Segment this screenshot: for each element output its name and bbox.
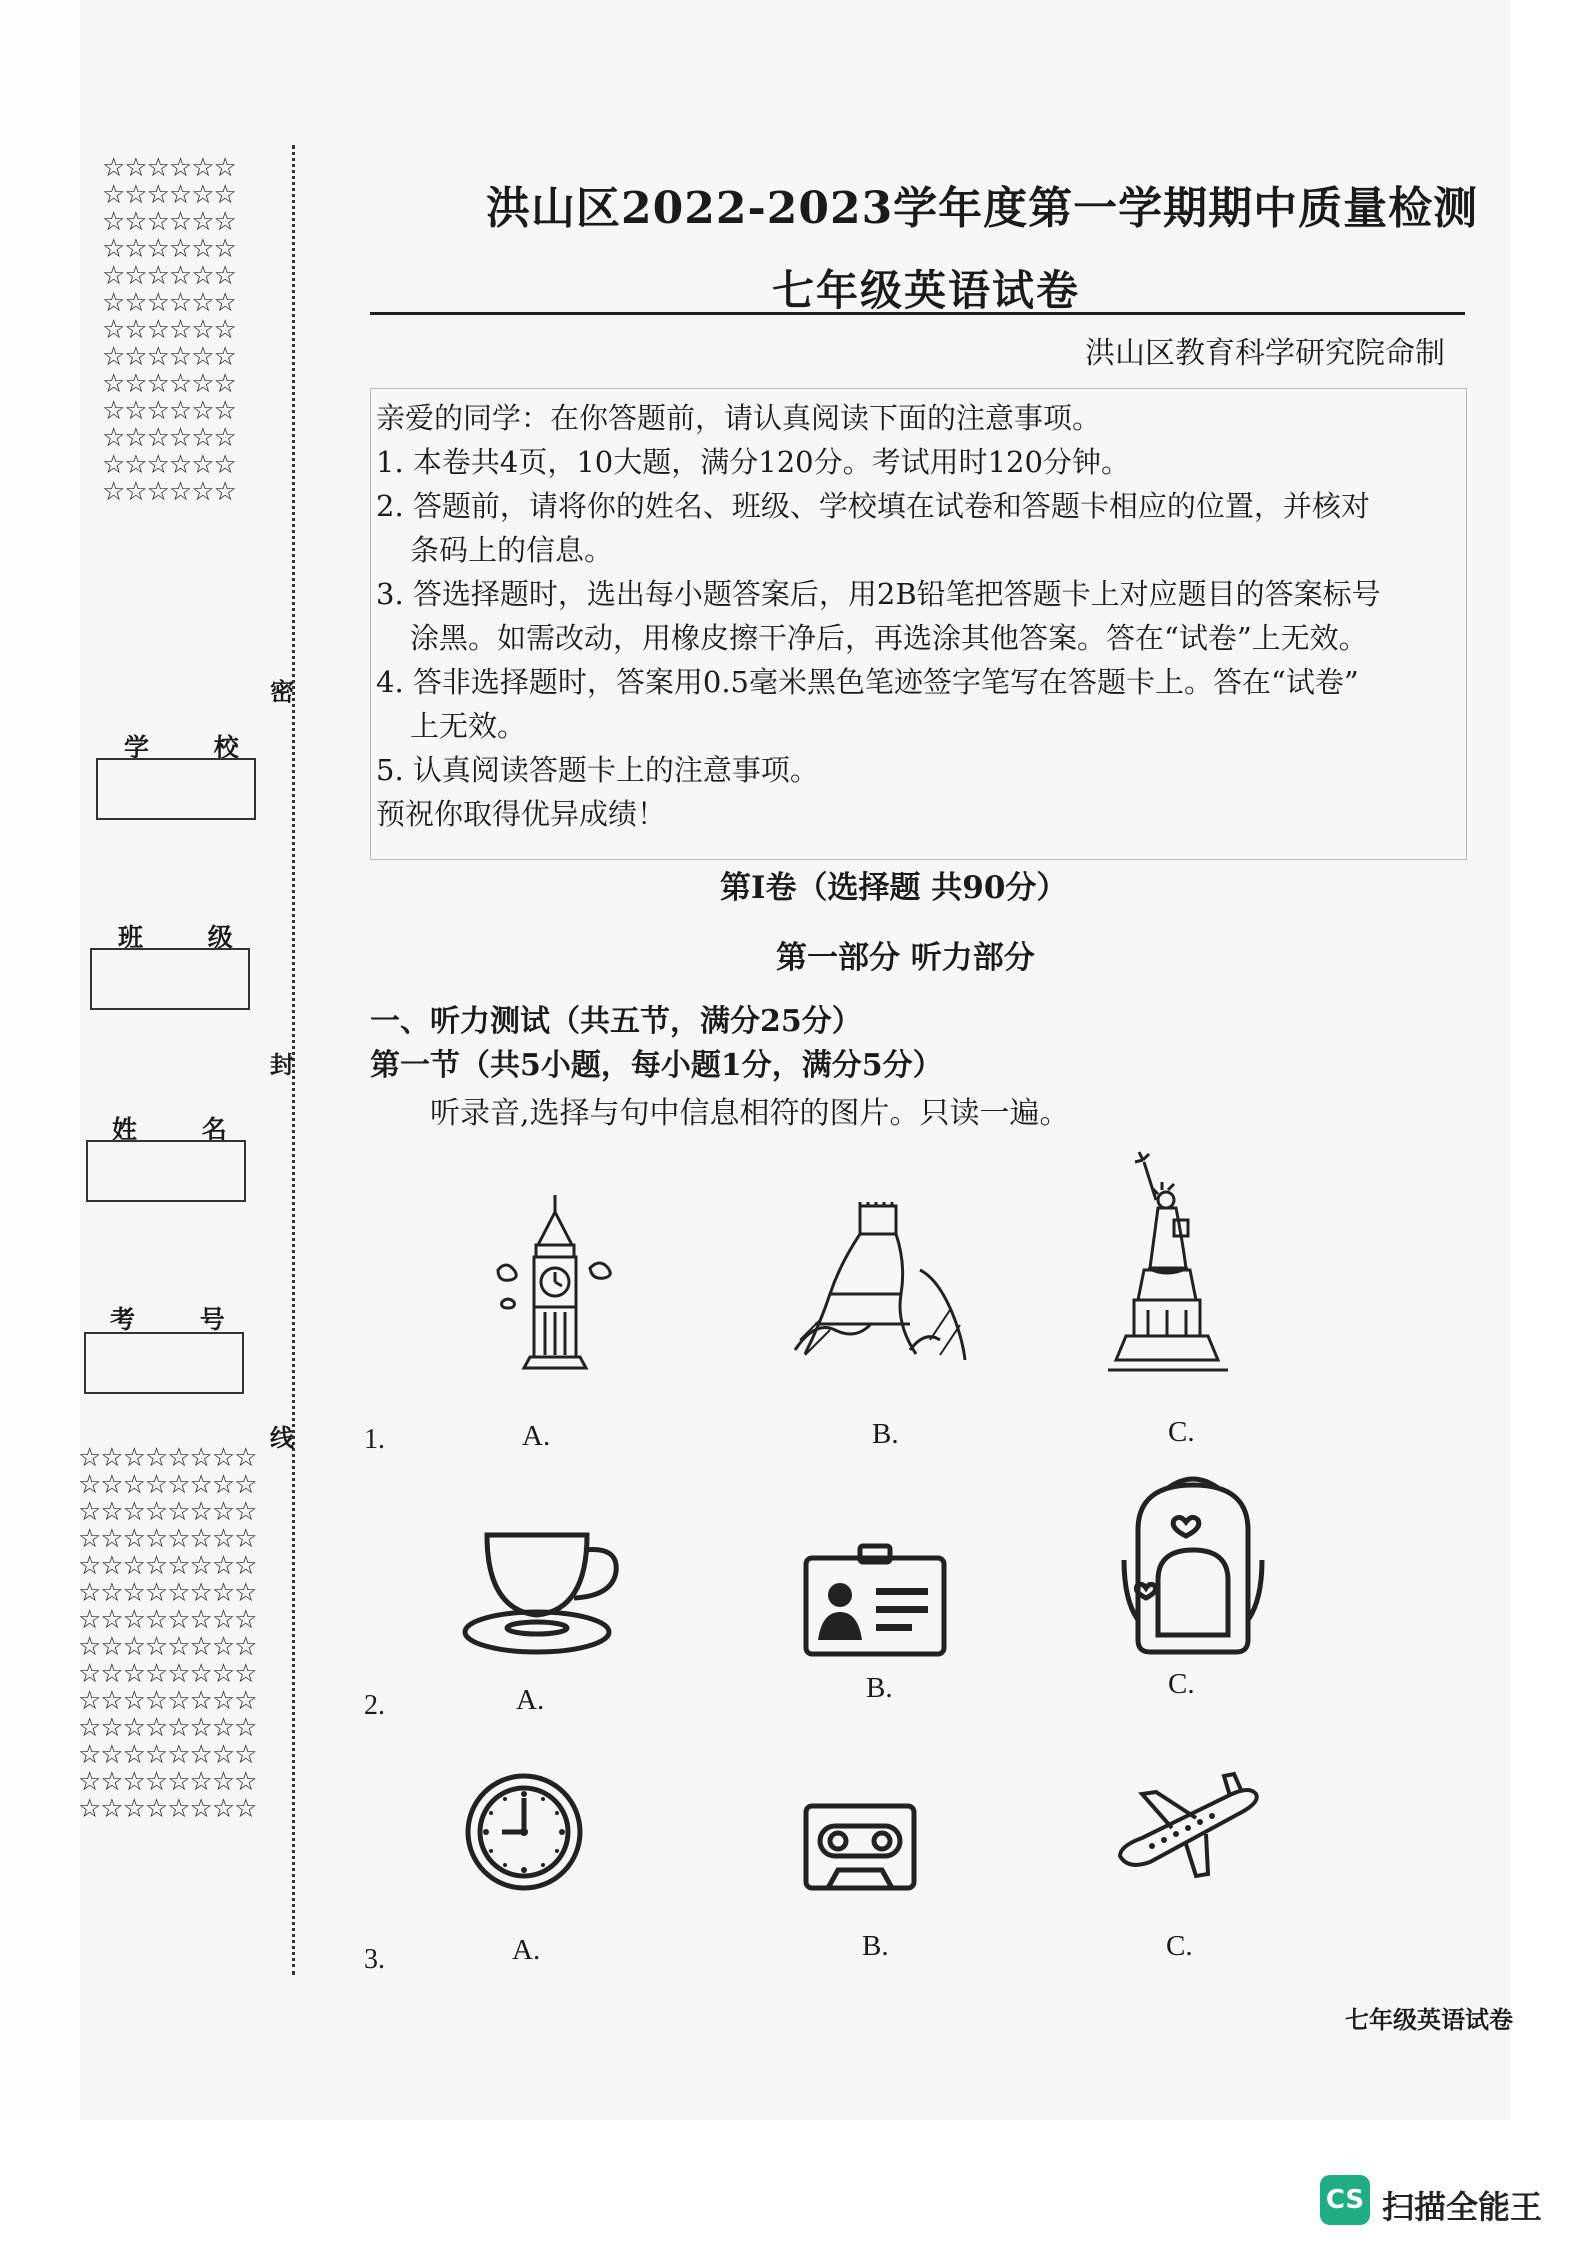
class-field[interactable] bbox=[90, 948, 250, 1010]
option-label: C. bbox=[1166, 1930, 1193, 1962]
notice-wish: 预祝你取得优异成绩！ bbox=[376, 797, 667, 831]
notice-item-1: 1. 本卷共4页，10大题，满分120分。考试用时120分钟。 bbox=[376, 445, 1130, 479]
option-label: C. bbox=[1168, 1668, 1195, 1700]
option-label: C. bbox=[1168, 1416, 1195, 1448]
question-number: 2. bbox=[364, 1690, 385, 1721]
notice-item-4: 4. 答非选择题时，答案用0.5毫米黑色笔迹签字笔写在答题卡上。答在“试卷” bbox=[376, 665, 1359, 699]
notice-item-4-cont: 上无效。 bbox=[410, 709, 527, 743]
question-number: 1. bbox=[364, 1424, 385, 1455]
teacup-icon bbox=[462, 1520, 632, 1665]
notice-item-2-cont: 条码上的信息。 bbox=[410, 533, 614, 567]
id-card-icon bbox=[800, 1540, 950, 1660]
backpack-icon bbox=[1118, 1470, 1268, 1660]
option-label: A. bbox=[516, 1684, 545, 1716]
statue-of-liberty-icon bbox=[1108, 1150, 1238, 1380]
exam-number-field[interactable] bbox=[84, 1332, 244, 1394]
notice-item-3: 3. 答选择题时，选出每小题答案后，用2B铅笔把答题卡上对应题目的答案标号 bbox=[376, 577, 1381, 611]
notice-greeting: 亲爱的同学：在你答题前，请认真阅读下面的注意事项。 bbox=[376, 401, 1102, 435]
school-field[interactable] bbox=[96, 758, 256, 820]
star-border-bottom: ☆☆☆☆☆☆☆☆ ☆☆☆☆☆☆☆☆ ☆☆☆☆☆☆☆☆ ☆☆☆☆☆☆☆☆ ☆☆☆☆☆☆☆☆ ☆☆☆☆☆☆☆☆ ☆☆☆☆☆☆☆☆ ☆☆☆☆☆☆☆☆ ☆☆☆☆☆☆☆☆ ☆☆☆☆☆☆☆☆ ☆☆☆☆☆☆☆☆ ☆☆☆☆☆☆☆☆ ☆☆☆☆☆☆☆☆ ☆☆☆☆☆☆☆☆ bbox=[78, 1443, 257, 1824]
volume-heading: 第Ⅰ卷（选择题 共90分） bbox=[720, 870, 1068, 906]
clock-icon bbox=[462, 1770, 586, 1894]
exam-title: 洪山区2022-2023学年度第一学期期中质量检测 bbox=[486, 183, 1479, 234]
seal-char-xian: 线 bbox=[270, 1423, 294, 1452]
camscanner-logo-icon: CS bbox=[1320, 2175, 1370, 2225]
star-border-top: ☆☆☆☆☆☆ ☆☆☆☆☆☆ ☆☆☆☆☆☆ ☆☆☆☆☆☆ ☆☆☆☆☆☆ ☆☆☆☆☆☆ ☆☆☆☆☆☆ ☆☆☆☆☆☆ ☆☆☆☆☆☆ ☆☆☆☆☆☆ ☆☆☆☆☆☆ ☆☆☆☆☆☆ ☆☆☆☆☆☆ bbox=[102, 153, 236, 507]
cassette-icon bbox=[800, 1800, 920, 1895]
question-number: 3. bbox=[364, 1944, 385, 1975]
class-label: 班 级 bbox=[118, 923, 261, 952]
scanner-brand: 扫描全能王 bbox=[1382, 2188, 1543, 2226]
seal-char-mi: 密 bbox=[270, 677, 294, 706]
listening-heading: 一、听力测试（共五节，满分25分） bbox=[370, 1004, 862, 1039]
instruction: 听录音,选择与句中信息相符的图片。只读一遍。 bbox=[430, 1096, 1070, 1131]
part-heading: 第一部分 听力部分 bbox=[776, 940, 1035, 976]
notice-item-2: 2. 答题前，请将你的姓名、班级、学校填在试卷和答题卡相应的位置，并核对 bbox=[376, 489, 1370, 523]
exam-number-label: 考 号 bbox=[110, 1305, 253, 1334]
airplane-icon bbox=[1112, 1770, 1262, 1880]
seal-char-feng: 封 bbox=[270, 1050, 294, 1079]
name-label: 姓 名 bbox=[112, 1115, 255, 1144]
issuer: 洪山区教育科学研究院命制 bbox=[1085, 336, 1445, 371]
option-label: B. bbox=[872, 1418, 899, 1450]
option-label: B. bbox=[862, 1930, 889, 1962]
school-label: 学 校 bbox=[124, 733, 267, 762]
notice-item-3-cont: 涂黑。如需改动，用橡皮擦干净后，再选涂其他答案。答在“试卷”上无效。 bbox=[410, 621, 1368, 655]
page-footer: 七年级英语试卷 bbox=[1345, 2005, 1513, 2034]
option-label: A. bbox=[522, 1420, 551, 1452]
name-field[interactable] bbox=[86, 1140, 246, 1202]
great-wall-icon bbox=[790, 1200, 970, 1370]
option-label: A. bbox=[512, 1934, 541, 1966]
option-label: B. bbox=[866, 1672, 893, 1704]
exam-subtitle: 七年级英语试卷 bbox=[772, 266, 1081, 315]
notice-item-5: 5. 认真阅读答题卡上的注意事项。 bbox=[376, 753, 819, 787]
title-rule bbox=[370, 312, 1465, 315]
page-edge bbox=[1510, 0, 1586, 2244]
section-one-heading: 第一节（共5小题，每小题1分，满分5分） bbox=[370, 1048, 943, 1083]
big-ben-icon bbox=[490, 1190, 620, 1380]
